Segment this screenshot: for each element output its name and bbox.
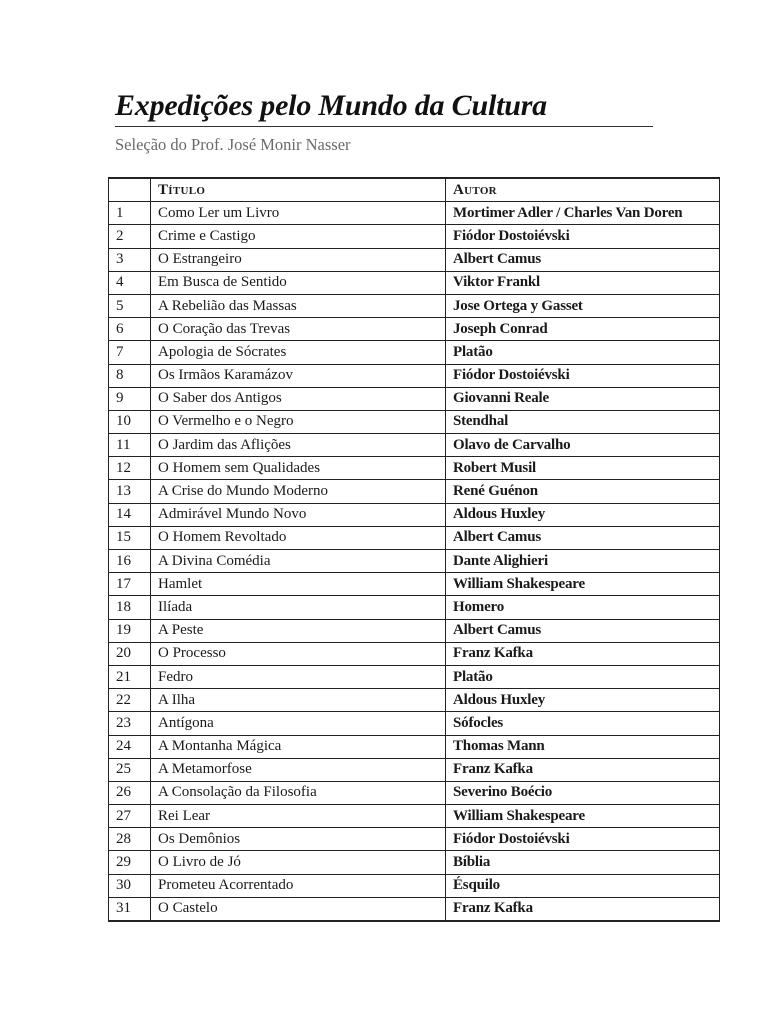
book-title: A Crise do Mundo Moderno [151, 480, 446, 503]
book-title: O Processo [151, 642, 446, 665]
table-row [109, 712, 720, 735]
row-number: 25 [109, 758, 151, 781]
row-number: 1 [109, 202, 151, 225]
book-author: Platão [446, 665, 720, 688]
row-number: 14 [109, 503, 151, 526]
book-title: A Divina Comédia [151, 550, 446, 573]
book-title: A Consolação da Filosofia [151, 781, 446, 804]
book-author: Homero [446, 596, 720, 619]
table-body [109, 202, 720, 921]
table-row [109, 874, 720, 897]
table-row [109, 758, 720, 781]
row-number: 9 [109, 387, 151, 410]
book-author: Bíblia [446, 851, 720, 874]
table-row [109, 897, 720, 921]
table-row [109, 619, 720, 642]
table-row [109, 689, 720, 712]
book-title: O Castelo [151, 897, 446, 921]
book-author: Fiódor Dostoiévski [446, 225, 720, 248]
column-header-title: Título [151, 178, 446, 202]
row-number: 31 [109, 897, 151, 921]
book-title: O Saber dos Antigos [151, 387, 446, 410]
row-number: 8 [109, 364, 151, 387]
row-number: 5 [109, 294, 151, 317]
table-row [109, 596, 720, 619]
book-author: Sófocles [446, 712, 720, 735]
book-title: Em Busca de Sentido [151, 271, 446, 294]
book-title: Prometeu Acorrentado [151, 874, 446, 897]
book-title: O Vermelho e o Negro [151, 410, 446, 433]
table-row [109, 387, 720, 410]
book-author: Giovanni Reale [446, 387, 720, 410]
book-title: Admirável Mundo Novo [151, 503, 446, 526]
book-author: Thomas Mann [446, 735, 720, 758]
row-number: 19 [109, 619, 151, 642]
table-row [109, 248, 720, 271]
book-title: A Montanha Mágica [151, 735, 446, 758]
row-number: 16 [109, 550, 151, 573]
table-row [109, 526, 720, 549]
title-underline [115, 126, 653, 127]
book-title: A Metamorfose [151, 758, 446, 781]
table-row [109, 225, 720, 248]
table-row [109, 665, 720, 688]
row-number: 24 [109, 735, 151, 758]
book-title: A Rebelião das Massas [151, 294, 446, 317]
row-number: 22 [109, 689, 151, 712]
row-number: 11 [109, 434, 151, 457]
book-author: Platão [446, 341, 720, 364]
book-author: Olavo de Carvalho [446, 434, 720, 457]
book-author: Albert Camus [446, 619, 720, 642]
table-row [109, 410, 720, 433]
table-row [109, 457, 720, 480]
table-row [109, 828, 720, 851]
row-number: 6 [109, 318, 151, 341]
row-number: 10 [109, 410, 151, 433]
row-number: 7 [109, 341, 151, 364]
page-title: Expedições pelo Mundo da Cultura [115, 89, 547, 122]
table-row [109, 294, 720, 317]
book-title: Apologia de Sócrates [151, 341, 446, 364]
book-author: Viktor Frankl [446, 271, 720, 294]
table-row [109, 202, 720, 225]
book-author: Franz Kafka [446, 642, 720, 665]
table-row [109, 851, 720, 874]
book-table [108, 177, 720, 922]
row-number: 23 [109, 712, 151, 735]
book-title: Hamlet [151, 573, 446, 596]
book-author: Jose Ortega y Gasset [446, 294, 720, 317]
book-title: A Ilha [151, 689, 446, 712]
row-number: 2 [109, 225, 151, 248]
row-number: 28 [109, 828, 151, 851]
table-row [109, 434, 720, 457]
table-row [109, 735, 720, 758]
table-row [109, 341, 720, 364]
table-row [109, 271, 720, 294]
row-number: 26 [109, 781, 151, 804]
row-number: 20 [109, 642, 151, 665]
book-author: Stendhal [446, 410, 720, 433]
table-row [109, 550, 720, 573]
book-author: Mortimer Adler / Charles Van Doren [446, 202, 720, 225]
column-header-author: Autor [446, 178, 720, 202]
book-title: Fedro [151, 665, 446, 688]
table-row [109, 318, 720, 341]
table-row [109, 573, 720, 596]
book-author: Joseph Conrad [446, 318, 720, 341]
book-author: Aldous Huxley [446, 503, 720, 526]
row-number: 18 [109, 596, 151, 619]
row-number: 30 [109, 874, 151, 897]
table-row [109, 781, 720, 804]
table-header-row [109, 178, 720, 202]
book-author: Albert Camus [446, 248, 720, 271]
book-title: Ilíada [151, 596, 446, 619]
row-number: 3 [109, 248, 151, 271]
page-subtitle: Seleção do Prof. José Monir Nasser [115, 135, 351, 154]
book-author: Fiódor Dostoiévski [446, 828, 720, 851]
book-title: Rei Lear [151, 805, 446, 828]
book-author: William Shakespeare [446, 805, 720, 828]
row-number: 21 [109, 665, 151, 688]
book-author: Robert Musil [446, 457, 720, 480]
table-row [109, 480, 720, 503]
book-author: Severino Boécio [446, 781, 720, 804]
table-row [109, 503, 720, 526]
book-title: Antígona [151, 712, 446, 735]
book-title: Os Irmãos Karamázov [151, 364, 446, 387]
book-title: O Livro de Jó [151, 851, 446, 874]
row-number: 13 [109, 480, 151, 503]
book-author: Franz Kafka [446, 758, 720, 781]
book-title: O Homem Revoltado [151, 526, 446, 549]
book-author: Fiódor Dostoiévski [446, 364, 720, 387]
book-author: Ésquilo [446, 874, 720, 897]
book-author: William Shakespeare [446, 573, 720, 596]
book-author: Albert Camus [446, 526, 720, 549]
row-number: 4 [109, 271, 151, 294]
book-title: A Peste [151, 619, 446, 642]
row-number: 17 [109, 573, 151, 596]
book-title: O Estrangeiro [151, 248, 446, 271]
row-number: 27 [109, 805, 151, 828]
book-title: O Coração das Trevas [151, 318, 446, 341]
book-author: René Guénon [446, 480, 720, 503]
row-number: 12 [109, 457, 151, 480]
book-title: Crime e Castigo [151, 225, 446, 248]
row-number: 29 [109, 851, 151, 874]
book-author: Franz Kafka [446, 897, 720, 921]
book-title: O Jardim das Aflições [151, 434, 446, 457]
book-title: O Homem sem Qualidades [151, 457, 446, 480]
book-title: Como Ler um Livro [151, 202, 446, 225]
row-number: 15 [109, 526, 151, 549]
book-author: Aldous Huxley [446, 689, 720, 712]
column-header-number [109, 178, 151, 202]
book-author: Dante Alighieri [446, 550, 720, 573]
table-row [109, 642, 720, 665]
table-row [109, 364, 720, 387]
table-row [109, 805, 720, 828]
book-title: Os Demônios [151, 828, 446, 851]
